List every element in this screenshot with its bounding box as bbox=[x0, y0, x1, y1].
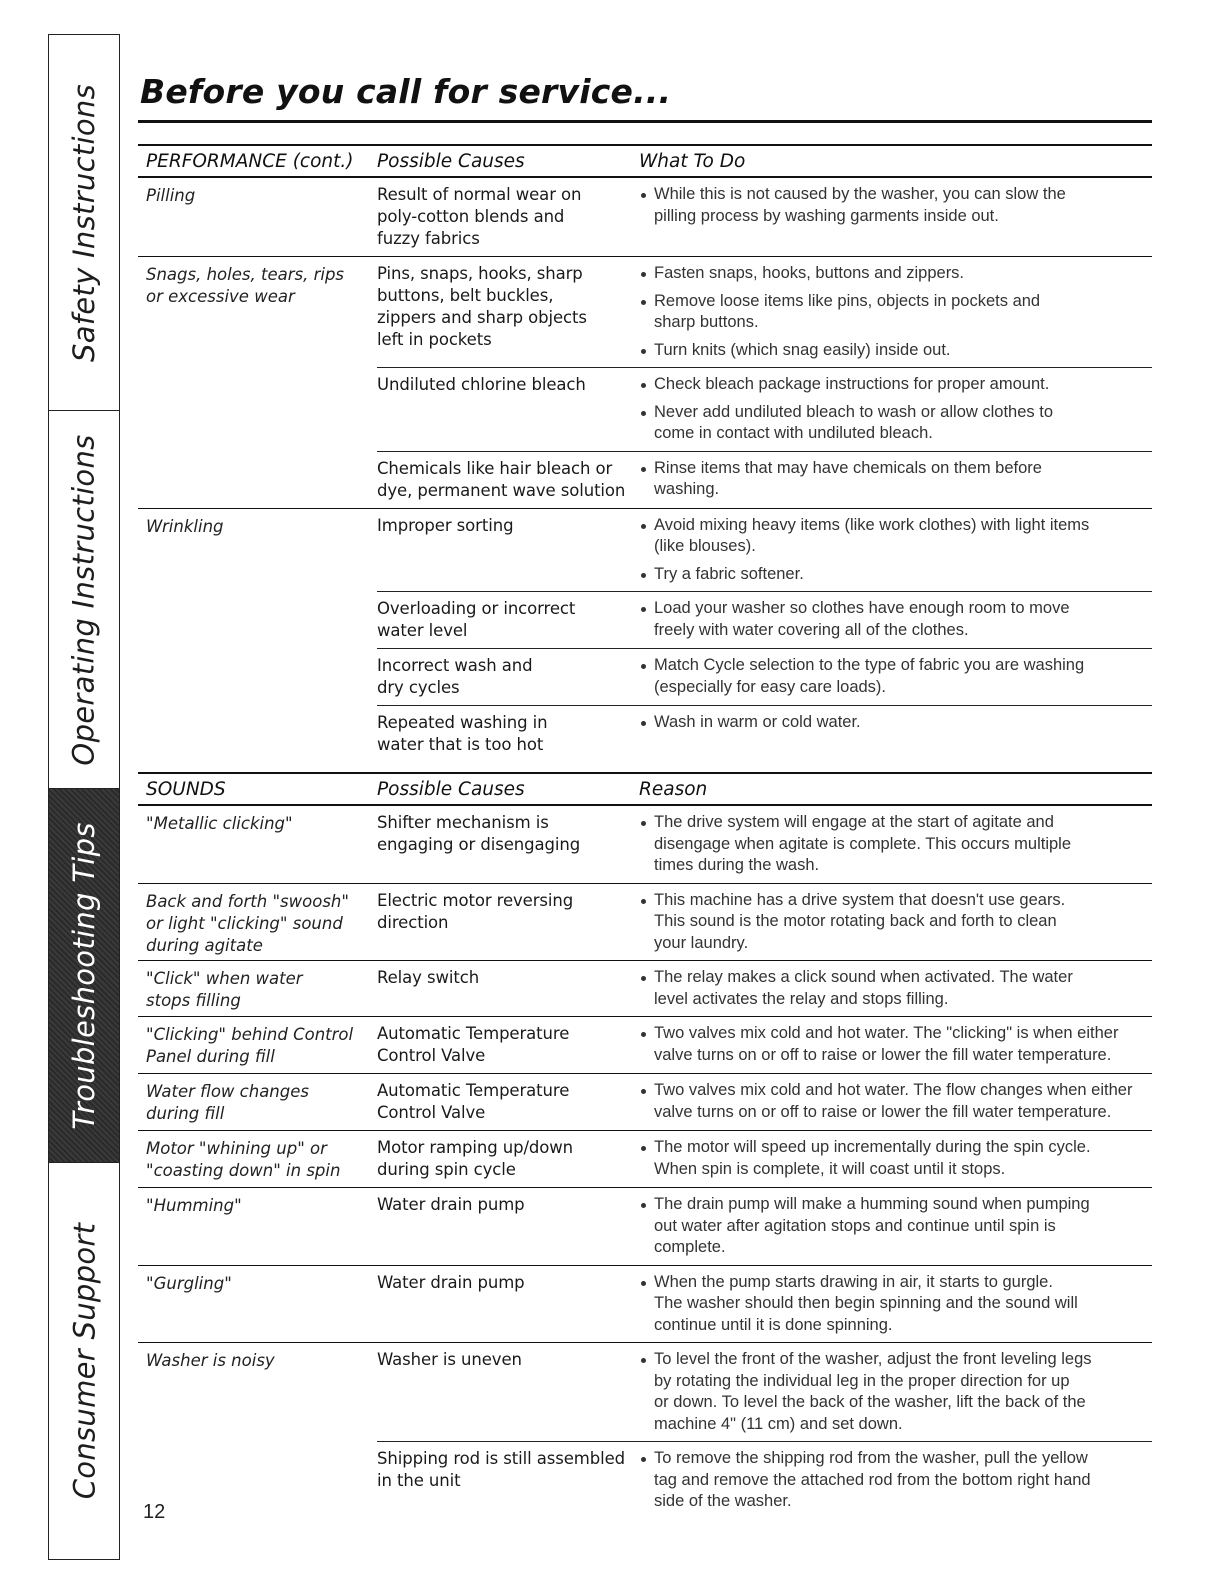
problem-row bbox=[138, 178, 1152, 257]
cause-text: Repeated washing in water that is too hot bbox=[377, 713, 548, 754]
remedy-item: Never add undiluted bleach to wash or allow clothes to come in contact with undiluted bleach. bbox=[639, 402, 1152, 445]
problem-row bbox=[138, 1343, 1152, 1519]
problem-name: "Gurgling" bbox=[146, 1273, 232, 1293]
tab-label: Consumer Support bbox=[67, 1222, 102, 1500]
cause-text: Overloading or incorrect water level bbox=[377, 599, 576, 640]
remedy-item: Load your washer so clothes have enough room to move freely with water covering all of the clothes. bbox=[639, 598, 1152, 641]
remedy-item: Two valves mix cold and hot water. The "clicking" is when either valve turns on or off to raise or lower the fill water temperature. bbox=[639, 1023, 1152, 1066]
table-header bbox=[138, 772, 1152, 806]
sounds-table bbox=[138, 772, 1152, 1519]
remedy-item: The drive system will engage at the start of agitate and disengage when agitate is complete. This occurs multiple times during the wash. bbox=[639, 812, 1152, 877]
cause-row bbox=[377, 648, 1152, 705]
remedy-item: The relay makes a click sound when activated. The water level activates the relay and stops filling. bbox=[639, 967, 1152, 1010]
causes-list bbox=[377, 178, 1152, 256]
problem-row bbox=[138, 257, 1152, 509]
tab-label: Operating Instructions bbox=[67, 433, 101, 766]
remedy-list bbox=[639, 712, 1152, 756]
problem-name: Wrinkling bbox=[146, 516, 224, 536]
cause-text: Improper sorting bbox=[377, 515, 514, 535]
section-sidebar bbox=[48, 34, 120, 1560]
tab-consumer-support[interactable] bbox=[49, 1163, 119, 1559]
remedy-list bbox=[639, 374, 1152, 445]
cause-text: Water drain pump bbox=[377, 1195, 525, 1214]
cause-row bbox=[377, 1074, 1152, 1130]
problem-row bbox=[138, 509, 1152, 763]
remedy-item: Fasten snaps, hooks, buttons and zippers. bbox=[639, 263, 1152, 285]
header-causes: Possible Causes bbox=[377, 150, 525, 172]
cause-row bbox=[377, 806, 1152, 883]
causes-list bbox=[377, 884, 1152, 961]
remedy-list bbox=[639, 458, 1152, 502]
problem-row bbox=[138, 1131, 1152, 1188]
performance-table bbox=[138, 144, 1152, 762]
cause-row bbox=[377, 591, 1152, 648]
remedy-item: The motor will speed up incrementally during the spin cycle. When spin is complete, it will coast until it stops. bbox=[639, 1137, 1152, 1180]
causes-list bbox=[377, 1017, 1152, 1073]
cause-text: Pins, snaps, hooks, sharp buttons, belt buckles, zippers and sharp objects left in pockets bbox=[377, 264, 587, 349]
page-number: 12 bbox=[143, 1501, 166, 1523]
causes-list bbox=[377, 1188, 1152, 1265]
problem-row bbox=[138, 961, 1152, 1017]
causes-list bbox=[377, 1074, 1152, 1130]
remedy-list bbox=[639, 1137, 1152, 1181]
tab-safety-instructions[interactable] bbox=[49, 35, 119, 411]
cause-row bbox=[377, 961, 1152, 1016]
remedy-list bbox=[639, 1349, 1152, 1435]
problem-row bbox=[138, 1017, 1152, 1074]
causes-list bbox=[377, 1131, 1152, 1187]
cause-row bbox=[377, 1343, 1152, 1441]
problem-name: "Metallic clicking" bbox=[146, 814, 293, 833]
remedy-list bbox=[639, 515, 1152, 586]
remedy-item: This machine has a drive system that doesn't use gears. This sound is the motor rotating back and forth to clean your laundry. bbox=[639, 890, 1152, 955]
cause-text: Undiluted chlorine bleach bbox=[377, 375, 586, 394]
problem-name: Water flow changes during fill bbox=[146, 1082, 309, 1123]
problem-name: "Clicking" behind Control Panel during fill bbox=[146, 1025, 354, 1066]
problem-name: Motor "whining up" or "coasting down" in spin bbox=[146, 1139, 341, 1180]
header-causes: Possible Causes bbox=[377, 778, 525, 800]
problem-row bbox=[138, 806, 1152, 884]
remedy-list bbox=[639, 1448, 1152, 1513]
remedy-item: Avoid mixing heavy items (like work clothes) with light items (like blouses). bbox=[639, 515, 1152, 558]
remedy-list bbox=[639, 1023, 1152, 1067]
cause-row bbox=[377, 451, 1152, 508]
remedy-list bbox=[639, 263, 1152, 361]
remedy-list bbox=[639, 967, 1152, 1010]
problem-name: Pilling bbox=[146, 186, 196, 205]
cause-text: Water drain pump bbox=[377, 1272, 525, 1292]
remedy-item: Try a fabric softener. bbox=[639, 564, 1152, 586]
remedy-list bbox=[639, 1272, 1152, 1337]
cause-text: Chemicals like hair bleach or dye, permanent wave solution bbox=[377, 458, 626, 500]
cause-text: Automatic Temperature Control Valve bbox=[377, 1081, 570, 1122]
title-divider bbox=[138, 120, 1152, 123]
cause-text: Incorrect wash and dry cycles bbox=[377, 656, 533, 697]
remedy-list bbox=[639, 655, 1152, 699]
remedy-item: While this is not caused by the washer, you can slow the pilling process by washing garments inside out. bbox=[639, 184, 1152, 227]
causes-list bbox=[377, 806, 1152, 883]
remedy-list bbox=[639, 1080, 1152, 1124]
tab-label: Troubleshooting Tips bbox=[67, 821, 102, 1130]
remedy-item: Match Cycle selection to the type of fabric you are washing (especially for easy care loads). bbox=[639, 655, 1152, 698]
problem-name: "Humming" bbox=[146, 1196, 242, 1215]
cause-row bbox=[377, 884, 1152, 961]
problem-row bbox=[138, 1188, 1152, 1266]
causes-list bbox=[377, 257, 1152, 508]
cause-row bbox=[377, 1266, 1152, 1343]
tab-troubleshooting-tips[interactable] bbox=[49, 789, 119, 1163]
cause-row bbox=[377, 1441, 1152, 1519]
remedy-item: The drain pump will make a humming sound when pumping out water after agitation stops and continue until spin is complete. bbox=[639, 1194, 1152, 1259]
problem-name: Snags, holes, tears, rips or excessive wear bbox=[146, 265, 345, 306]
remedy-list bbox=[639, 812, 1152, 877]
remedy-item: Wash in warm or cold water. bbox=[639, 712, 1152, 734]
tab-label: Safety Instructions bbox=[67, 83, 101, 362]
cause-row bbox=[377, 1017, 1152, 1073]
cause-text: Shipping rod is still assembled in the unit bbox=[377, 1449, 626, 1490]
table-header bbox=[138, 144, 1152, 178]
remedy-list bbox=[639, 184, 1152, 250]
header-problem: PERFORMANCE (cont.) bbox=[146, 150, 354, 172]
cause-text: Relay switch bbox=[377, 968, 480, 987]
causes-list bbox=[377, 1266, 1152, 1343]
problem-name: Washer is noisy bbox=[146, 1351, 275, 1370]
problem-row bbox=[138, 1074, 1152, 1131]
remedy-item: Rinse items that may have chemicals on them before washing. bbox=[639, 458, 1152, 501]
remedy-item: Check bleach package instructions for proper amount. bbox=[639, 374, 1152, 396]
problem-row bbox=[138, 1266, 1152, 1344]
problem-name: Back and forth "swoosh" or light "clicking" sound during agitate bbox=[146, 891, 349, 955]
problem-name: "Click" when water stops filling bbox=[146, 969, 303, 1010]
remedy-item: Remove loose items like pins, objects in pockets and sharp buttons. bbox=[639, 291, 1152, 334]
cause-text: Motor ramping up/down during spin cycle bbox=[377, 1138, 574, 1179]
remedy-item: Two valves mix cold and hot water. The flow changes when either valve turns on or off to raise or lower the fill water temperature. bbox=[639, 1080, 1152, 1123]
tab-operating-instructions[interactable] bbox=[49, 411, 119, 789]
cause-text: Result of normal wear on poly-cotton blends and fuzzy fabrics bbox=[377, 185, 582, 248]
page-title: Before you call for service... bbox=[140, 72, 672, 111]
remedy-list bbox=[639, 1194, 1152, 1259]
cause-row bbox=[377, 257, 1152, 367]
cause-row bbox=[377, 367, 1152, 451]
remedy-item: When the pump starts drawing in air, it starts to gurgle. The washer should then begin spinning and the sound will continue until it is done spinning. bbox=[639, 1272, 1152, 1337]
cause-text: Electric motor reversing direction bbox=[377, 890, 574, 932]
cause-text: Washer is uneven bbox=[377, 1350, 522, 1369]
causes-list bbox=[377, 961, 1152, 1016]
cause-text: Shifter mechanism is engaging or disengaging bbox=[377, 813, 581, 854]
header-what-to-do: What To Do bbox=[639, 150, 746, 172]
cause-row bbox=[377, 1131, 1152, 1187]
remedy-item: Turn knits (which snag easily) inside out. bbox=[639, 340, 1152, 362]
header-problem: SOUNDS bbox=[146, 778, 226, 800]
cause-row bbox=[377, 705, 1152, 762]
remedy-item: To remove the shipping rod from the washer, pull the yellow tag and remove the attached rod from the bottom right hand side of the washer. bbox=[639, 1448, 1152, 1513]
causes-list bbox=[377, 1343, 1152, 1519]
cause-row bbox=[377, 509, 1152, 592]
remedy-list bbox=[639, 598, 1152, 642]
cause-row bbox=[377, 178, 1152, 256]
remedy-list bbox=[639, 890, 1152, 955]
header-reason: Reason bbox=[639, 778, 708, 800]
cause-text: Automatic Temperature Control Valve bbox=[377, 1024, 570, 1065]
cause-row bbox=[377, 1188, 1152, 1265]
remedy-item: To level the front of the washer, adjust the front leveling legs by rotating the individual leg in the proper direction for up or down. To level the back of the washer, lift the back of the machine 4" (11 cm) and set down. bbox=[639, 1349, 1152, 1435]
problem-row bbox=[138, 884, 1152, 962]
causes-list bbox=[377, 509, 1152, 763]
